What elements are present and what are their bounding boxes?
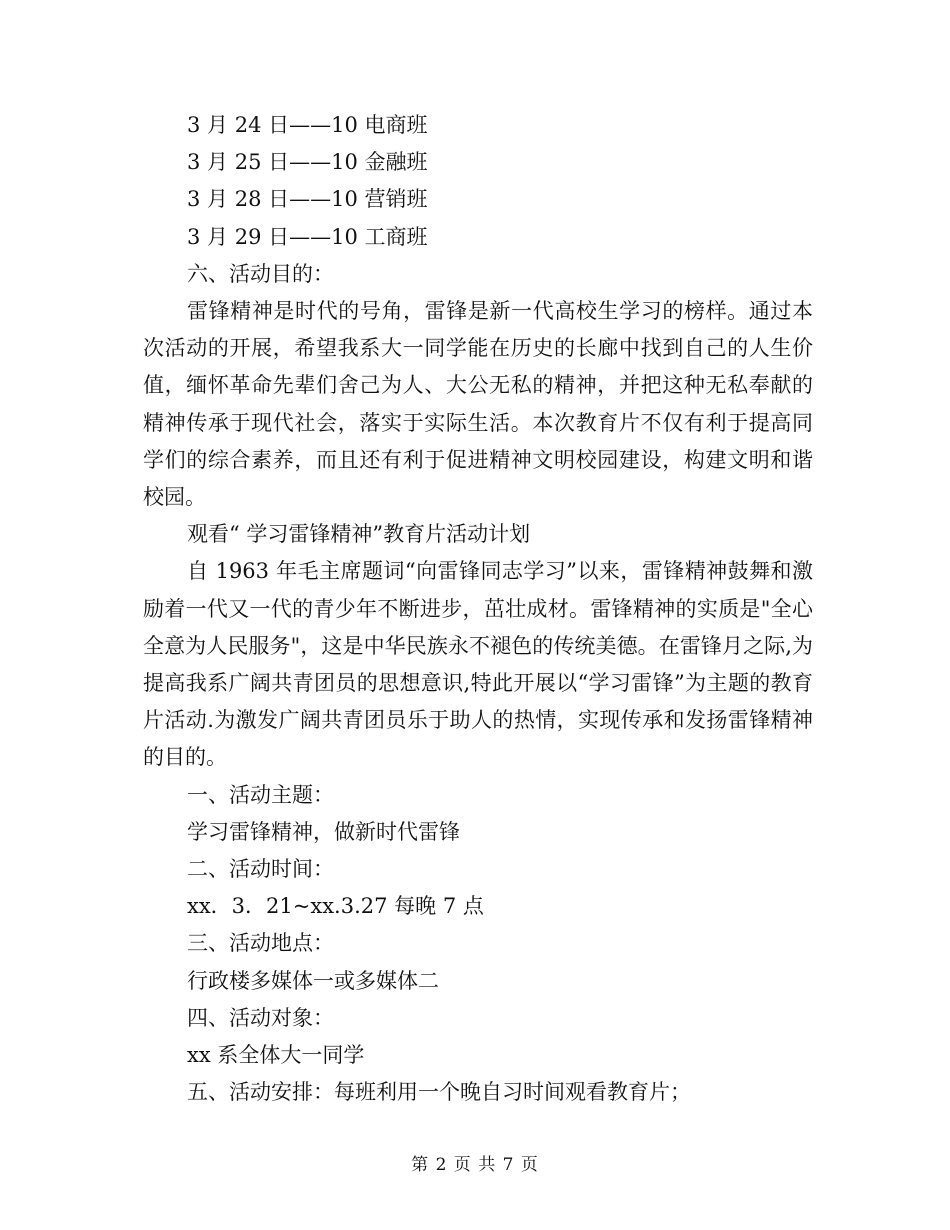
paragraph: 雷锋精神是时代的号角，雷锋是新一代高校生学习的榜样。通过本次活动的开展，希望我系大一同学能在历史的长廊中找到自己的人生价值，缅怀革命先辈们舍己为人、大公无私的精神，并把这种无私奉献的精神传承于现代社会，落实于实际生活。本次教育片不仅有利于提高同学们的综合素养，而且还有利于促进精神文明校园建设，构建文明和谐校园。 (143, 299, 813, 510)
section-value: 行政楼多媒体一或多媒体二 (187, 968, 439, 993)
document-body (143, 107, 813, 1111)
paragraph: 自 1963 年毛主席题词“向雷锋同志学习”以来，雷锋精神鼓舞和激励着一代又一代的青少年不断进步，茁壮成材。雷锋精神的实质是"全心全意为人民服务"，这是中华民族永不褪色的传统美德。在雷锋月之际,为提高我系广阔共青团员的思想意识,特此开展以“学习雷锋”为主题的教育片活动.为激发广阔共青团员乐于助人的热情，实现传承和发扬雷锋精神的目的。 (143, 559, 813, 770)
plan-title: 观看“ 学习雷锋精神”教育片活动计划 (187, 522, 531, 547)
schedule-line: 3 月 28 日——10 营销班 (187, 187, 428, 212)
section-value: 学习雷锋精神，做新时代雷锋 (187, 819, 460, 844)
section-heading: 一、活动主题： (187, 782, 334, 807)
section-heading: 四、活动对象： (187, 1005, 334, 1030)
section-value: xx．3．21~xx.3.27 每晚 7 点 (187, 894, 484, 919)
section-value: xx 系全体大一同学 (187, 1043, 365, 1068)
schedule-line: 3 月 24 日——10 电商班 (187, 113, 428, 137)
page-number-footer: 第 2 页 共 7 页 (411, 1155, 539, 1175)
section-heading: 六、活动目的： (187, 261, 334, 286)
section-heading: 三、活动地点： (187, 931, 334, 956)
section-heading: 二、活动时间： (187, 857, 334, 882)
section-heading: 五、活动安排：每班利用一个晚自习时间观看教育片； (187, 1080, 691, 1105)
schedule-line: 3 月 29 日——10 工商班 (187, 224, 428, 249)
schedule-line: 3 月 25 日——10 金融班 (187, 150, 428, 175)
